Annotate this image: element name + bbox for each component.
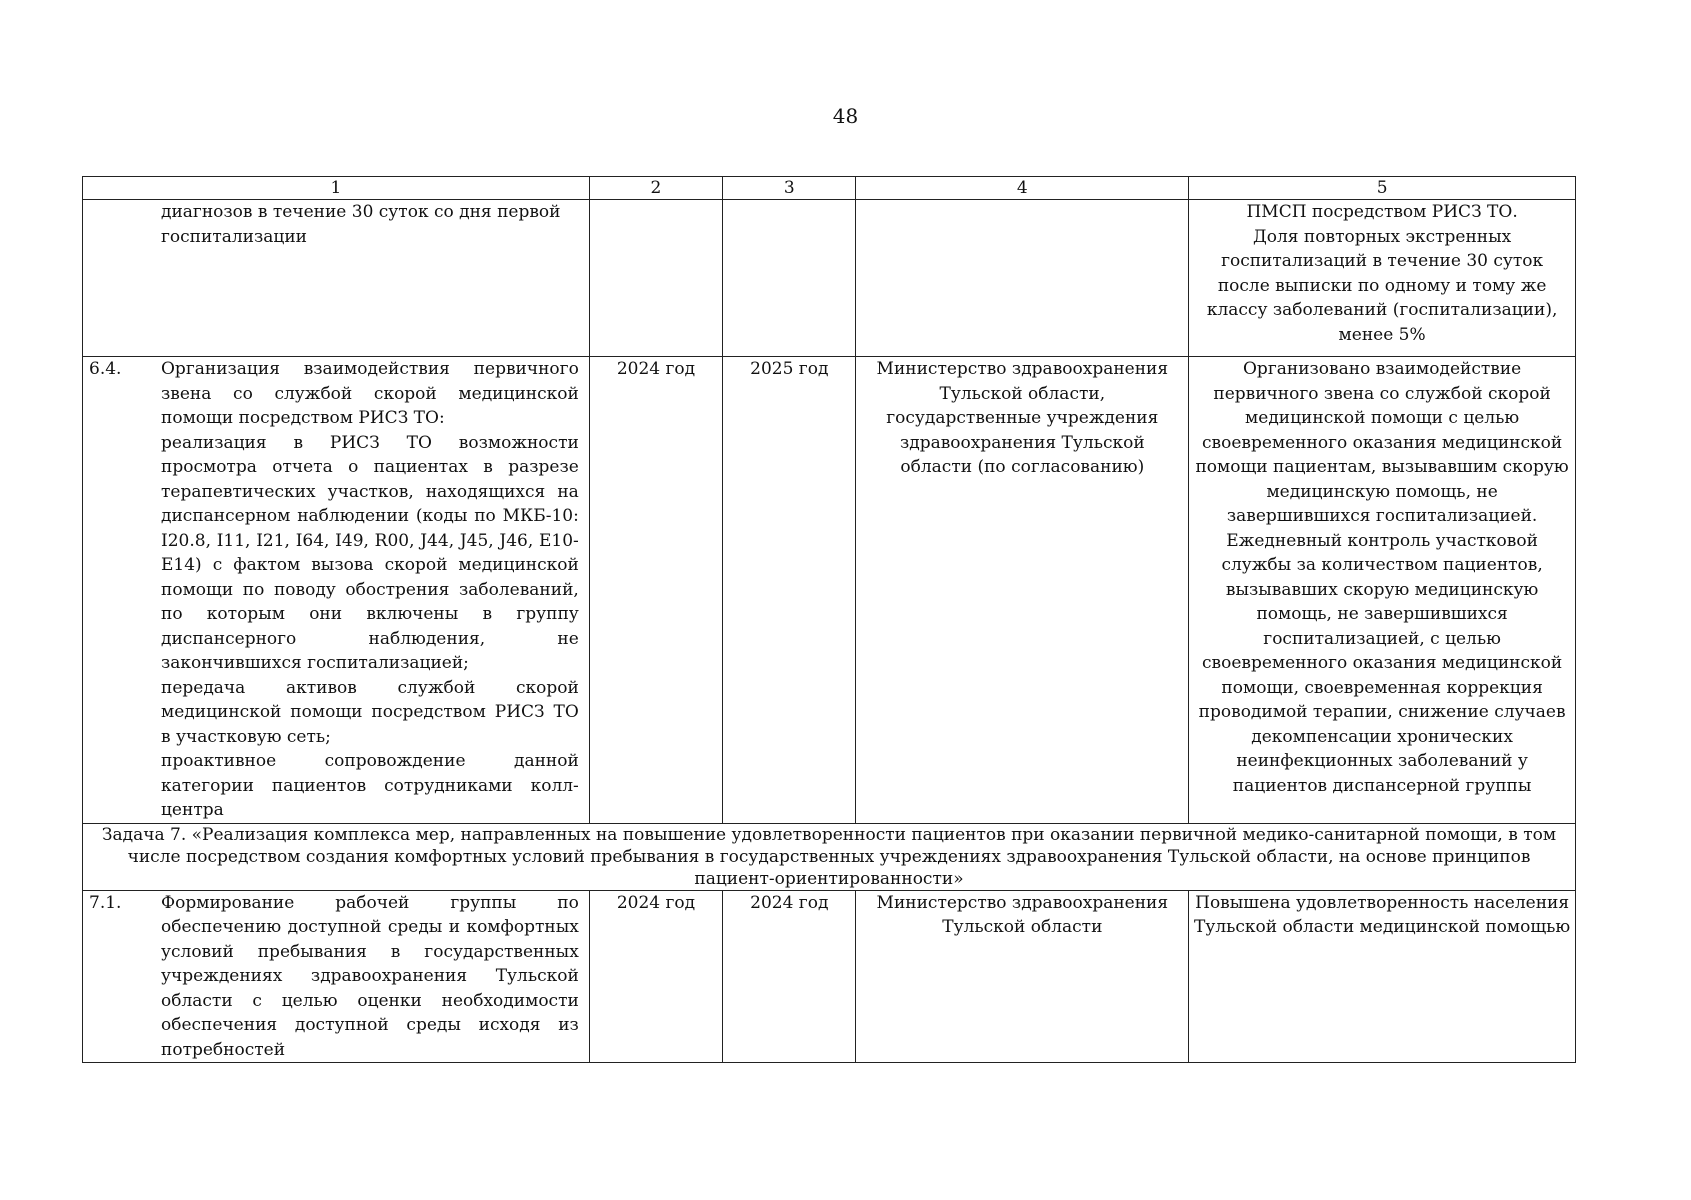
executor-cell: Министерство здравоохранения Тульской области, государственные учреждения здравоохранения Тульской области (по согласованию) [856,357,1189,824]
column-number: 1 [83,177,590,200]
task-text: передача активов службой скорой медицинской помощи посредством РИСЗ ТО в участковую сеть; [161,677,579,747]
column-number: 2 [589,177,722,200]
end-year-cell: 2025 год [723,357,856,824]
task-text: Формирование рабочей группы по обеспечению доступной среды и комфортных условий пребывания в государственных учреждениях здравоохранения Тульской области с целью оценки необходимости обеспечения доступной среды исходя из потребностей [161,892,579,1060]
action-plan-table [82,176,1576,1063]
task-text: проактивное сопровождение данной категории пациентов сотрудниками колл-центра [161,751,579,820]
start-year-cell: 2024 год [589,890,722,1063]
start-year-cell [589,200,722,357]
task-number: 7.1. [89,892,122,913]
result-text: Доля повторных экстренных госпитализаций в течение 30 суток после выписки по одному и тому же классу заболеваний (госпитализации), менее 5% [1206,226,1558,345]
end-year-cell: 2024 год [723,890,856,1063]
column-number: 3 [723,177,856,200]
column-number-row [83,177,1576,200]
column-number: 4 [856,177,1189,200]
task-cell [83,890,590,1063]
task-header-row [83,823,1576,890]
task-cell [83,357,590,824]
task-cell [83,200,590,357]
column-number: 5 [1189,177,1576,200]
result-text: ПМСП посредством РИСЗ ТО. [1246,202,1518,222]
result-text: Организовано взаимодействие первичного звена со службой скорой медицинской помощи с целью своевременного оказания медицинской помощи пациентам, вызывавшим скорую медицинскую помощь, не завершившихся госпитализацией. [1195,359,1569,526]
executor-cell [856,200,1189,357]
end-year-cell [723,200,856,357]
result-text: Повышена удовлетворенность населения Тульской области медицинской помощью [1193,892,1571,937]
page-number: 48 [832,104,859,128]
task-text: реализация в РИСЗ ТО возможности просмотра отчета о пациентах в разрезе терапевтических участков, находящихся на диспансерном наблюдении (коды по МКБ-10: I20.8, I11, I21, I64, I49, R00, J44, J45, J46, E10-E14) с фактом вызова скорой медицинской помощи по поводу обострения заболеваний, по которым они включены в группу диспансерного наблюдения, не закончившихся госпитализацией; [161,432,579,673]
result-cell [1189,357,1576,824]
result-text: Ежедневный контроль участковой службы за количеством пациентов, вызывавших скорую медицинскую помощь, не завершившихся госпитализацией, с целью своевременного оказания медицинской помощи, своевременная коррекция проводимой терапии, снижение случаев декомпенсации хронических неинфекционных заболеваний у пациентов диспансерной группы [1198,530,1566,796]
executor-cell: Министерство здравоохранения Тульской области [856,890,1189,1063]
table-row [83,357,1576,824]
result-cell [1189,200,1576,357]
task-header: Задача 7. «Реализация комплекса мер, направленных на повышение удовлетворенности пациентов при оказании первичной медико-санитарной помощи, в том числе посредством создания комфортных условий пребывания в государственных учреждениях здравоохранения Тульской области, на основе принципов пациент-ориентированности» [83,823,1576,890]
task-number: 6.4. [89,359,122,379]
task-text: Организация взаимодействия первичного звена со службой скорой медицинской помощи посредством РИСЗ ТО: [161,359,579,428]
table-row [83,890,1576,1063]
table-row [83,200,1576,357]
start-year-cell: 2024 год [589,357,722,824]
result-cell [1189,890,1576,1063]
task-text: диагнозов в течение 30 суток со дня первой госпитализации [161,202,561,247]
